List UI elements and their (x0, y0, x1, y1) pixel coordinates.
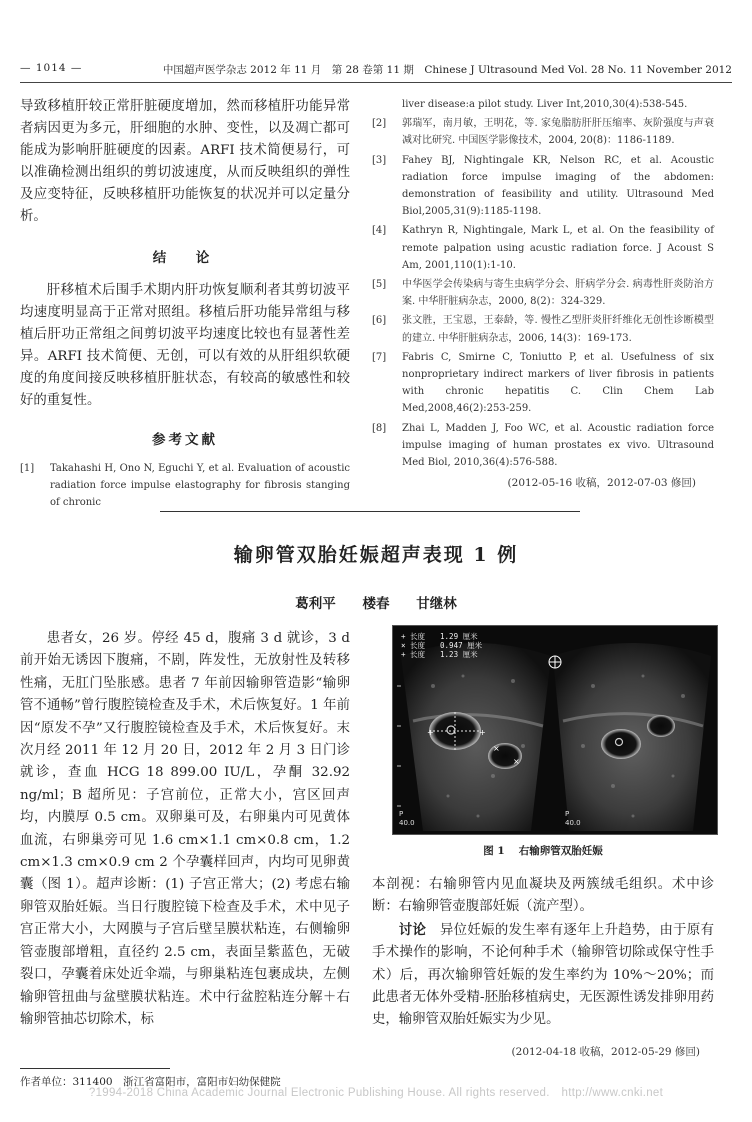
svg-text:+: + (479, 728, 486, 737)
prev-body-paragraph: 导致移植肝较正常肝脏硬度增加，然而移植肝功能异常者病因更为多元，肝细胞的水肿、变性，以及凋亡都可能成为影响肝脏硬度的因素。ARFI 技术简便易行，可以准确检测出组织的剪切波速度，从而反映组织的弹性及应变特征，反映移植肝功能恢复的状况并可以定量分析。 (20, 99, 350, 224)
references-heading: 参考文献 (152, 432, 218, 448)
discussion-label: 讨论 (398, 921, 427, 938)
svg-text:×: × (493, 744, 500, 753)
svg-text:+: + (427, 728, 434, 737)
reference-item: [6] 张文胜，王宝恩，王泰龄，等. 慢性乙型肝炎肝纤维化无创性诊断模型的建立. 中华肝脏病杂志，2006, 14(3)：169-173. (372, 315, 714, 344)
author-list (0, 592, 752, 612)
author-name: 甘继林 (416, 596, 457, 612)
reference-item: [2] 郭瑞军，南月敏，王明花，等. 家兔脂肪肝肝压缩率、灰阶强度与声衰减对比研究. 中国医学影像技术，2004, 20(8)：1186-1189. (372, 118, 714, 147)
running-header (20, 62, 732, 80)
prev-received-dates: (2012-05-16 收稿，2012-07-03 修回) (507, 477, 696, 490)
probe-indicator: P 40.0 (399, 810, 415, 827)
figure-label: 图 1 (483, 845, 505, 857)
conclusion-heading: 结 论 (152, 250, 218, 266)
footnote-rule (20, 1068, 170, 1069)
reference-item: [5] 中华医学会传染病与寄生虫病学分会、肝病学分会. 病毒性肝炎防治方案. 中华肝脏病杂志，2000, 8(2)：324-329. (372, 279, 714, 308)
received-dates: (2012-04-18 收稿，2012-05-29 修回) (511, 1045, 700, 1058)
figure-caption (372, 843, 714, 858)
measurement-readout: + 长度 1.29 厘米 × 长度 0.947 厘米 + 长度 1.23 厘米 (401, 632, 483, 659)
reference-item: [3] Fahey BJ, Nightingale KR, Nelson RC, et al. Acoustic radiation force impulse imaging of the abdomen: demonstration of feasibility and utility. Ultrasound Med Biol,2005,31(9):1185-1198. (372, 154, 714, 218)
article-title: 输卵管双胎妊娠超声表现 1 例 (233, 544, 519, 566)
case-right-column (372, 874, 714, 1059)
probe-indicator: P 40.0 (565, 810, 581, 827)
svg-text:×: × (513, 757, 520, 766)
reference-list (372, 115, 714, 471)
case-description: 患者女，26 岁。停经 45 d，腹痛 3 d 就诊，3 d 前开始无诱因下腹痛，不剧，阵发性，无放射性及转移性痛，无肛门坠胀感。患者 7 年前因输卵管造影“输卵管不通畅”曾行腹腔镜检查及手术，术后恢复好。1 年前因“原发不孕”又行腹腔镜检查及手术，术后恢复好。末次月经 2011 年 12 月 20 日，2012 年 2 月 3 日门诊就诊，查血 HCG 18 899.00 IU/L，孕酮 32.92 ng/ml；B 超所见：子宫前位，正常大小，宫区回声均，内膜厚 0.5 cm。双卵巢可及，右卵巢内可见黄体血流，右卵巢旁可见 1.6 cm×1.1 cm×0.8 cm，1.2 cm×1.3 cm×0.9 cm 2 个孕囊样回声，内均可见卵黄囊（图 1）。超声诊断：(1) 子宫正常大；(2) 考虑右输卵管双胎妊娠。当日行腹腔镜下检查及手术，术中见子宫正常大小，大网膜与子宫后壁呈膜状粘连，右侧输卵管壶腹部增粗，直径约 2.5 cm，表面呈紫蓝色，无破裂口，孕囊着床处近伞端，与卵巢粘连包裹成块，左侧输卵管扭曲与盆壁膜状粘连。术中行盆腔粘连分解＋右输卵管抽芯切除术，标 (20, 631, 350, 1027)
reference-item: [4] Kathryn R, Nightingale, Mark L, et al. On the feasibility of remote palpation using acustic radiation force. J Acoust S Am, 2001,110(1):1-10. (372, 225, 714, 271)
header-rule (20, 82, 732, 83)
case-left-column (20, 628, 350, 1031)
journal-citation: 中国超声医学杂志 2012 年 11 月 第 28 卷第 11 期 Chinese J Ultrasound Med Vol. 28 No. 11 November 2012 (162, 64, 732, 76)
reference-item: [8] Zhai L, Madden J, Foo WC, et al. Acoustic radiation force impulse imaging of human prostates ex vivo. Ultrasound Med Biol, 2010,36(4):576-588. (372, 422, 714, 469)
pathology-paragraph: 本剖视：右输卵管内见血凝块及两簇绒毛组织。术中诊断：右输卵管壶腹部妊娠（流产型）。 (372, 877, 714, 915)
conclusion-paragraph: 肝移植术后围手术期内肝功恢复顺利者其剪切波平均速度明显高于正常对照组。移植后肝功能异常组与移植后肝功正常组之间剪切波平均速度比较也有显著性差异。ARFI 技术简便、无创，可以有效的从肝组织软硬度的角度间接反映移植肝脏状态，有较高的敏感性和较好的重复性。 (20, 283, 350, 408)
ultrasound-figure (392, 625, 718, 835)
figure-caption-text: 右输卵管双胎妊娠 (518, 845, 603, 857)
page-number: — 1014 — (20, 62, 83, 74)
reference-continuation: liver disease:a pilot study. Liver Int,2010,30(4):538-545. (402, 99, 688, 110)
discussion-paragraph: 讨论 异位妊娠的发生率有逐年上升趋势，由于原有手术操作的影响，不论何种手术（输卵管切除或保守性手术）后，再次输卵管妊娠的发生率约为 10%～20%；而此患者无体外受精-胚胎移植病史，无医源性诱发排卵用药史，输卵管双胎妊娠实为少见。 (372, 921, 714, 1028)
prev-article-left-column (20, 96, 350, 512)
reference-item: [1] Takahashi H, Ono N, Eguchi Y, et al. Evaluation of acoustic radiation force impulse elastography for fibrosis stanging of chronic (20, 463, 350, 509)
author-name: 葛利平 (295, 596, 336, 612)
author-affiliation: 作者单位：311400 浙江省富阳市，富阳市妇幼保健院 (20, 1076, 281, 1088)
copyright-footer: ?1994-2018 China Academic Journal Electronic Publishing House. All rights reserved. http://www.cnki.net (88, 1087, 664, 1099)
author-name: 楼春 (362, 596, 390, 612)
prev-article-right-column (372, 96, 714, 490)
article-divider (160, 511, 580, 512)
reference-item: [7] Fabris C, Smirne C, Toniutto P, et al. Usefulness of six nonproprietary indirect markers of liver fibrosis in patients with chronic hepatitis C. Clin Chem Lab Med,2008,46(2):253-259. (372, 351, 714, 415)
